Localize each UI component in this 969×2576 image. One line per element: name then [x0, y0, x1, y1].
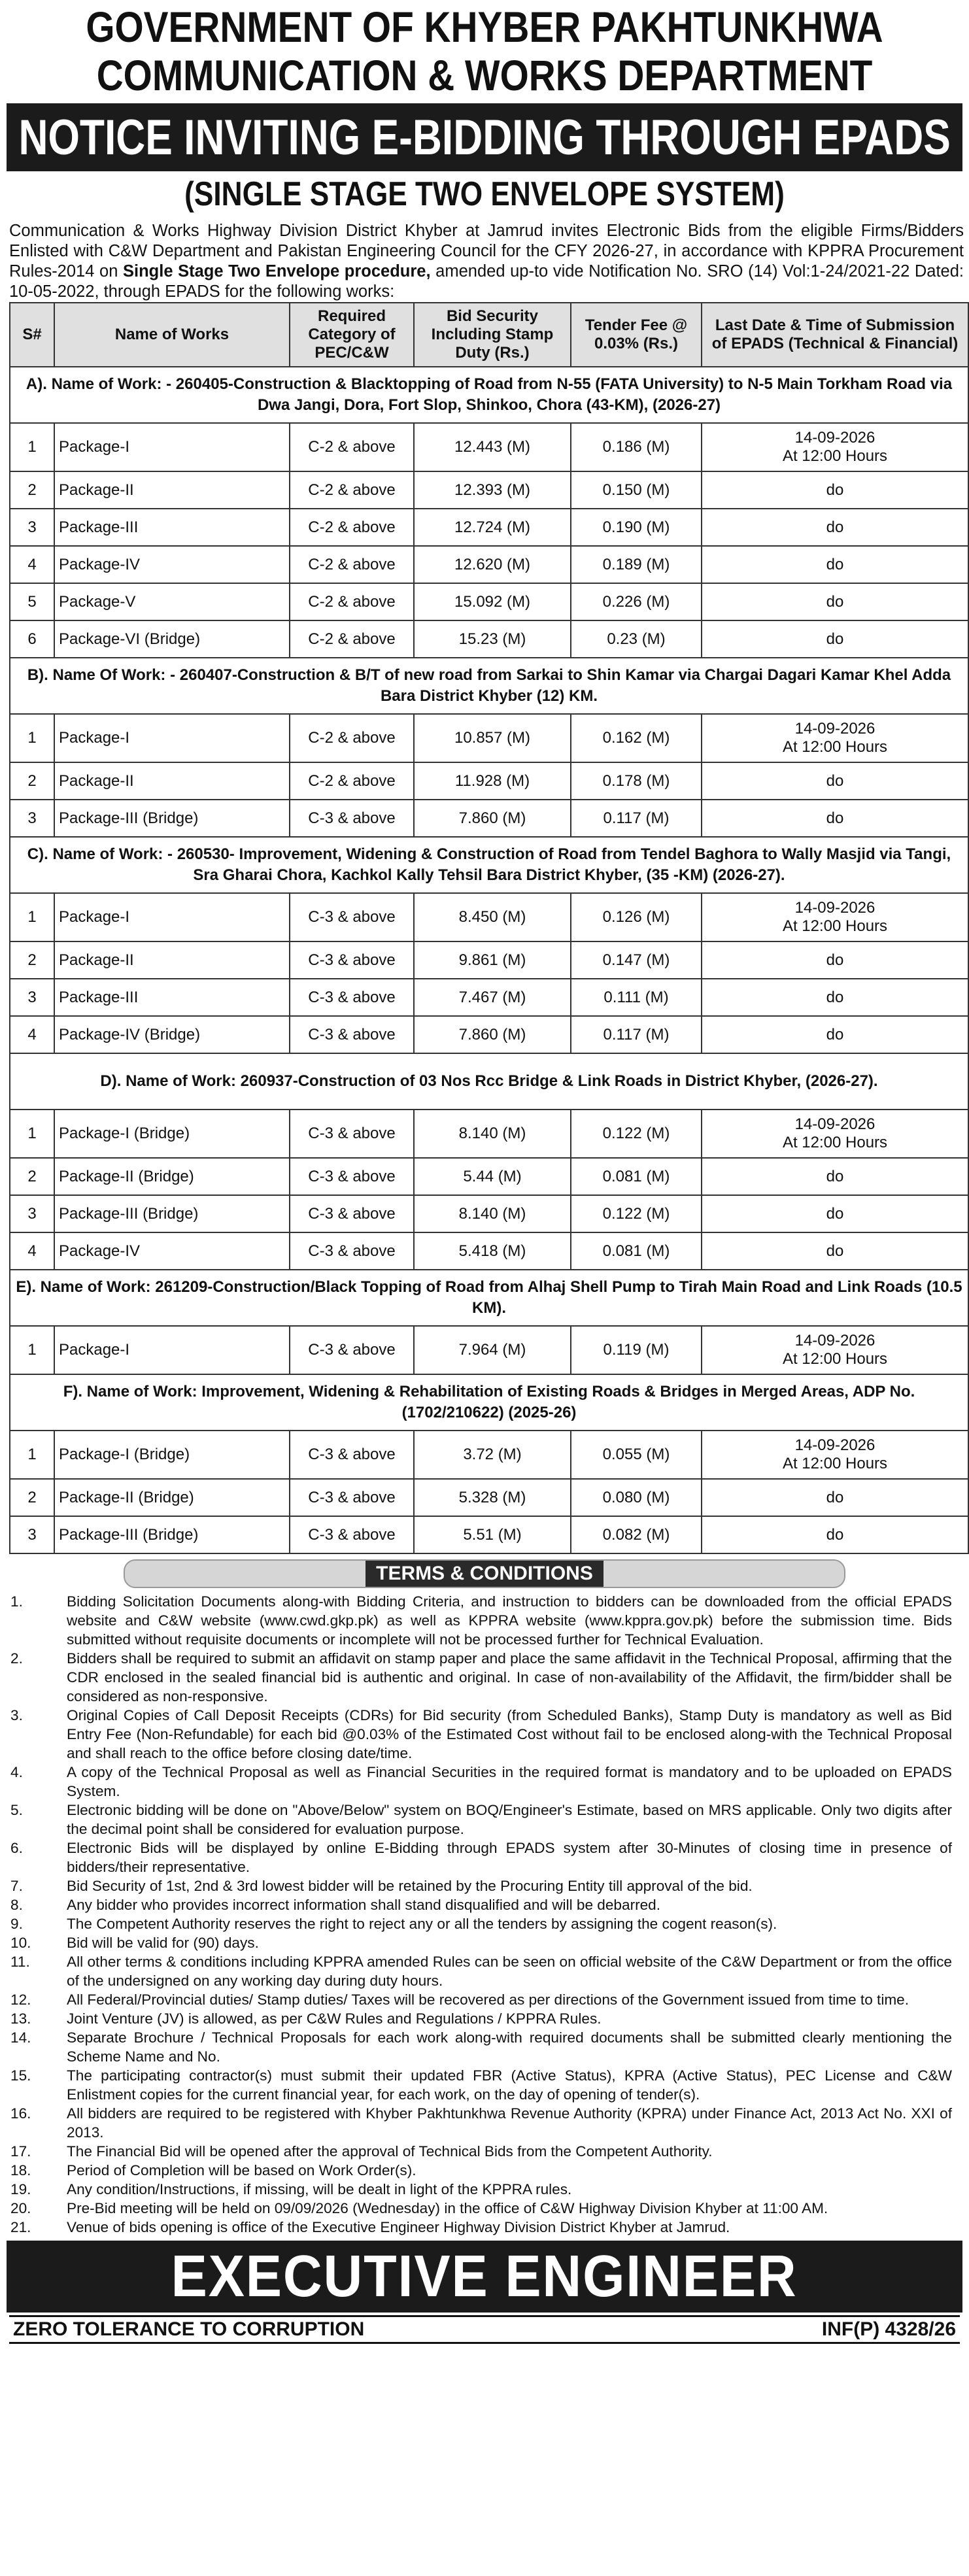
cell-last-date: [702, 762, 968, 800]
cell-name: Package-III (Bridge): [54, 800, 290, 837]
cell-category: C-3 & above: [290, 941, 414, 979]
cell-tender-fee: 0.081 (M): [571, 1232, 702, 1270]
header-category: Required Category of PEC/C&W: [290, 303, 414, 367]
term-item: [4, 2066, 952, 2104]
last-date: do: [826, 555, 844, 573]
section-row: [10, 367, 968, 423]
term-item: [4, 1706, 952, 1763]
cell-bid-security: 5.44 (M): [414, 1158, 571, 1195]
section-row: [10, 1270, 968, 1326]
cell-sno: 3: [10, 800, 54, 837]
cell-tender-fee: 0.226 (M): [571, 583, 702, 620]
term-item: [4, 1592, 952, 1649]
term-item: [4, 1895, 952, 1914]
signature-banner: [7, 2241, 962, 2313]
term-text: The participating contractor(s) must submit their updated FBR (Active Status), KPRA (Active Status), PEC License and C&W Enlistment copies for the current financial year, for each work, on the day of opening of tender(s).: [67, 2067, 952, 2103]
cell-category: C-2 & above: [290, 546, 414, 583]
cell-sno: 2: [10, 471, 54, 509]
terms-heading: TERMS & CONDITIONS: [366, 1561, 604, 1587]
cell-tender-fee: 0.23 (M): [571, 620, 702, 658]
last-date: do: [826, 1488, 844, 1506]
term-text: Bidding Solicitation Documents along-with Bidding Criteria, and instruction to bidders can be downloaded from the official EPADS website and C&W website (www.cwd.gkp.pk) as well as KPPRA website (www.kppra.gov.pk) before the submission time. Bids submitted without requisite documents or incomplete will not be processed further for Technical Evaluation.: [67, 1593, 952, 1648]
cell-category: C-2 & above: [290, 714, 414, 762]
cell-category: C-2 & above: [290, 471, 414, 509]
term-item: [4, 2180, 952, 2199]
cell-bid-security: 15.092 (M): [414, 583, 571, 620]
term-number: 14.: [10, 2029, 31, 2046]
cell-tender-fee: 0.147 (M): [571, 941, 702, 979]
last-date: 14-09-2026: [794, 720, 876, 737]
term-number: 21.: [10, 2219, 31, 2235]
cell-bid-security: 3.72 (M): [414, 1431, 571, 1479]
term-text: Period of Completion will be based on Work Order(s).: [67, 2162, 416, 2178]
last-time: At 12:00 Hours: [782, 1455, 888, 1472]
cell-name: Package-III: [54, 509, 290, 546]
table-row: [10, 1232, 968, 1270]
works-table-body: [10, 367, 968, 1553]
cell-category: C-3 & above: [290, 1158, 414, 1195]
term-text: Any bidder who provides incorrect information shall stand disqualified and will be debarred.: [67, 1897, 661, 1913]
cell-last-date: [702, 471, 968, 509]
cell-category: C-3 & above: [290, 1516, 414, 1553]
term-item: [4, 1839, 952, 1876]
cell-tender-fee: 0.119 (M): [571, 1326, 702, 1374]
cell-name: Package-II (Bridge): [54, 1479, 290, 1516]
terms-list: [4, 1592, 965, 2237]
cell-name: Package-II: [54, 762, 290, 800]
term-number: 20.: [10, 2200, 31, 2216]
cell-sno: 3: [10, 1195, 54, 1232]
last-date: do: [826, 1167, 844, 1185]
cell-name: Package-V: [54, 583, 290, 620]
term-number: 6.: [10, 1840, 23, 1856]
cell-last-date: [702, 1232, 968, 1270]
term-item: [4, 2142, 952, 2161]
term-text: A copy of the Technical Proposal as well as Financial Securities in the required format is mandatory and to be uploaded on EPADS System.: [67, 1764, 952, 1799]
section-title: F). Name of Work: Improvement, Widening & Rehabilitation of Existing Roads & Bridges in Merged Areas, ADP No. (1702/210622) (2025-26): [10, 1374, 968, 1431]
cell-bid-security: 7.964 (M): [414, 1326, 571, 1374]
cell-sno: 5: [10, 583, 54, 620]
last-date: do: [826, 592, 844, 611]
cell-last-date: [702, 509, 968, 546]
cell-tender-fee: 0.122 (M): [571, 1110, 702, 1158]
cell-last-date: [702, 1195, 968, 1232]
cell-category: C-3 & above: [290, 1232, 414, 1270]
last-date: do: [826, 518, 844, 536]
term-number: 9.: [10, 1916, 23, 1932]
cell-last-date: [702, 1479, 968, 1516]
term-item: [4, 1801, 952, 1839]
cell-bid-security: 7.467 (M): [414, 979, 571, 1016]
slogan: ZERO TOLERANCE TO CORRUPTION: [13, 2318, 365, 2340]
cell-sno: 1: [10, 1326, 54, 1374]
term-number: 18.: [10, 2162, 31, 2178]
cell-last-date: [702, 1326, 968, 1374]
term-number: 13.: [10, 2010, 31, 2027]
last-date: 14-09-2026: [794, 1332, 876, 1349]
term-item: [4, 2161, 952, 2180]
cell-bid-security: 8.140 (M): [414, 1195, 571, 1232]
last-date: do: [826, 771, 844, 790]
header-sno: S#: [10, 303, 54, 367]
section-title: D). Name of Work: 260937-Construction of 03 Nos Rcc Bridge & Link Roads in District Khyber, (2026-27).: [10, 1053, 968, 1110]
cell-sno: 3: [10, 509, 54, 546]
cell-category: C-3 & above: [290, 893, 414, 941]
cell-name: Package-I: [54, 1326, 290, 1374]
cell-name: Package-III: [54, 979, 290, 1016]
cell-name: Package-IV: [54, 1232, 290, 1270]
term-item: [4, 2009, 952, 2028]
table-row: [10, 509, 968, 546]
cell-last-date: [702, 1516, 968, 1553]
cell-bid-security: 9.861 (M): [414, 941, 571, 979]
term-number: 12.: [10, 1991, 31, 2008]
last-time: At 12:00 Hours: [782, 738, 888, 756]
table-row: [10, 800, 968, 837]
intro-bold: Single Stage Two Envelope procedure,: [122, 262, 431, 280]
section-row: [10, 1053, 968, 1110]
last-date: do: [826, 809, 844, 827]
cell-last-date: [702, 800, 968, 837]
cell-bid-security: 8.450 (M): [414, 893, 571, 941]
cell-tender-fee: 0.126 (M): [571, 893, 702, 941]
section-title: E). Name of Work: 261209-Construction/Black Topping of Road from Alhaj Shell Pump to Tirah Main Road and Link Roads (10.5 KM).: [10, 1270, 968, 1326]
section-row: [10, 837, 968, 893]
table-header-row: [10, 303, 968, 367]
cell-tender-fee: 0.117 (M): [571, 800, 702, 837]
term-item: [4, 1763, 952, 1801]
cell-name: Package-III (Bridge): [54, 1516, 290, 1553]
term-item: [4, 2218, 952, 2237]
cell-name: Package-IV (Bridge): [54, 1016, 290, 1053]
cell-tender-fee: 0.189 (M): [571, 546, 702, 583]
cell-sno: 2: [10, 762, 54, 800]
cell-tender-fee: 0.162 (M): [571, 714, 702, 762]
header-tender-fee: Tender Fee @ 0.03% (Rs.): [571, 303, 702, 367]
term-text: Electronic bidding will be done on "Above/Below" system on BOQ/Engineer's Estimate, based on MRS applicable. Only two digits after the decimal point shall be considered for evaluation purpose.: [67, 1802, 952, 1837]
cell-name: Package-VI (Bridge): [54, 620, 290, 658]
last-date: do: [826, 951, 844, 969]
cell-bid-security: 5.328 (M): [414, 1479, 571, 1516]
cell-sno: 4: [10, 1232, 54, 1270]
table-row: [10, 620, 968, 658]
cell-name: Package-II (Bridge): [54, 1158, 290, 1195]
last-date: do: [826, 1525, 844, 1544]
cell-sno: 6: [10, 620, 54, 658]
notice-title: NOTICE INVITING E-BIDDING THROUGH EPADS: [18, 109, 951, 165]
cell-last-date: [702, 423, 968, 471]
cell-name: Package-I (Bridge): [54, 1431, 290, 1479]
last-date: do: [826, 630, 844, 648]
cell-sno: 4: [10, 546, 54, 583]
term-number: 2.: [10, 1650, 23, 1667]
table-row: [10, 546, 968, 583]
table-row: [10, 423, 968, 471]
cell-category: C-3 & above: [290, 800, 414, 837]
department-title: COMMUNICATION & WORKS DEPARTMENT: [96, 51, 873, 99]
last-date: do: [826, 1242, 844, 1260]
table-row: [10, 1110, 968, 1158]
term-text: Pre-Bid meeting will be held on 09/09/2026 (Wednesday) in the office of C&W Highway Division Khyber at 11:00 AM.: [67, 2200, 828, 2216]
last-time: At 12:00 Hours: [782, 1350, 888, 1368]
intro-text-1: Communication & Works Highway Division District Khyber at Jamrud invites Electronic Bids from the eligible Firms/Bidders Enlisted with C&W Department and Pakistan Engineering Council for the CFY 2026-27, in accordance with KPPRA Procurement Rules-2014 on: [9, 222, 964, 280]
table-row: [10, 893, 968, 941]
term-text: Original Copies of Call Deposit Receipts (CDRs) for Bid security (from Scheduled Banks), Stamp Duty is mandatory as well as Bid Entry Fee (Non-Refundable) for each bid @0.03% of the Estimated Cost without fail to be enclosed along-with the Technical Proposal and shall reach to the office before closing date/time.: [67, 1707, 952, 1761]
term-text: Separate Brochure / Technical Proposals for each work along-with required documents shall be submitted clearly mentioning the Scheme Name and No.: [67, 2029, 952, 2065]
cell-sno: 1: [10, 423, 54, 471]
last-date: 14-09-2026: [794, 429, 876, 447]
term-item: [4, 1933, 952, 1952]
cell-tender-fee: 0.178 (M): [571, 762, 702, 800]
system-subtitle: (SINGLE STAGE TWO ENVELOPE SYSTEM): [184, 175, 785, 213]
intro-text-2: amended up-to vide Notification No. SRO (14) Vol:1-24/2021-22 Dated: 10-05-2022, through EPADS for the following works:: [9, 262, 964, 301]
notice-banner: [7, 103, 962, 171]
last-date: do: [826, 1025, 844, 1043]
cell-sno: 2: [10, 941, 54, 979]
footer-bar: [9, 2315, 960, 2344]
cell-tender-fee: 0.111 (M): [571, 979, 702, 1016]
cell-sno: 1: [10, 1110, 54, 1158]
cell-name: Package-I: [54, 714, 290, 762]
table-row: [10, 1195, 968, 1232]
cell-category: C-2 & above: [290, 583, 414, 620]
table-row: [10, 762, 968, 800]
term-number: 1.: [10, 1593, 23, 1610]
last-date: do: [826, 481, 844, 499]
last-date: 14-09-2026: [794, 899, 876, 917]
last-time: At 12:00 Hours: [782, 1134, 888, 1151]
intro-paragraph: [9, 221, 964, 302]
table-row: [10, 471, 968, 509]
section-title: A). Name of Work: - 260405-Construction & Blacktopping of Road from N-55 (FATA University) to N-5 Main Torkham Road via Dwa Jangi, Dora, Fort Slop, Shinkoo, Chora (43-KM), (2026-27): [10, 367, 968, 423]
term-item: [4, 2199, 952, 2218]
cell-name: Package-II: [54, 471, 290, 509]
term-number: 10.: [10, 1935, 31, 1951]
header-name: Name of Works: [54, 303, 290, 367]
table-row: [10, 1431, 968, 1479]
cell-bid-security: 12.620 (M): [414, 546, 571, 583]
cell-category: C-3 & above: [290, 1016, 414, 1053]
table-row: [10, 1479, 968, 1516]
last-date: 14-09-2026: [794, 1436, 876, 1454]
cell-last-date: [702, 893, 968, 941]
cell-sno: 3: [10, 1516, 54, 1553]
cell-sno: 1: [10, 893, 54, 941]
cell-name: Package-I: [54, 423, 290, 471]
last-date: do: [826, 988, 844, 1006]
cell-last-date: [702, 1158, 968, 1195]
last-date: do: [826, 1204, 844, 1223]
term-item: [4, 2104, 952, 2142]
cell-tender-fee: 0.082 (M): [571, 1516, 702, 1553]
header-bid-security: Bid Security Including Stamp Duty (Rs.): [414, 303, 571, 367]
cell-bid-security: 15.23 (M): [414, 620, 571, 658]
term-item: [4, 2028, 952, 2066]
cell-bid-security: 7.860 (M): [414, 800, 571, 837]
reference-number: INF(P) 4328/26: [821, 2318, 956, 2340]
cell-bid-security: 5.418 (M): [414, 1232, 571, 1270]
cell-bid-security: 8.140 (M): [414, 1110, 571, 1158]
cell-last-date: [702, 1110, 968, 1158]
term-number: 3.: [10, 1707, 23, 1723]
cell-name: Package-II: [54, 941, 290, 979]
term-text: Bid will be valid for (90) days.: [67, 1935, 259, 1951]
cell-last-date: [702, 620, 968, 658]
cell-sno: 3: [10, 979, 54, 1016]
last-date: 14-09-2026: [794, 1115, 876, 1133]
last-time: At 12:00 Hours: [782, 447, 888, 465]
cell-sno: 2: [10, 1479, 54, 1516]
cell-tender-fee: 0.055 (M): [571, 1431, 702, 1479]
term-text: The Competent Authority reserves the right to reject any or all the tenders by assigning the cogent reason(s).: [67, 1916, 777, 1932]
cell-bid-security: 5.51 (M): [414, 1516, 571, 1553]
cell-bid-security: 10.857 (M): [414, 714, 571, 762]
table-row: [10, 941, 968, 979]
term-item: [4, 1649, 952, 1706]
government-title: GOVERNMENT OF KHYBER PAKHTUNKHWA: [86, 3, 883, 51]
cell-sno: 2: [10, 1158, 54, 1195]
cell-sno: 1: [10, 1431, 54, 1479]
cell-sno: 1: [10, 714, 54, 762]
term-number: 11.: [10, 1954, 30, 1970]
term-text: All Federal/Provincial duties/ Stamp duties/ Taxes will be recovered as per directions of the Government issued from time to time.: [67, 1991, 909, 2008]
term-number: 5.: [10, 1802, 23, 1818]
term-text: All bidders are required to be registered with Khyber Pakhtunkhwa Revenue Authority (KPRA) under Finance Act, 2013 Act No. XXI of 2013.: [67, 2105, 952, 2141]
cell-last-date: [702, 1431, 968, 1479]
table-row: [10, 1326, 968, 1374]
cell-tender-fee: 0.150 (M): [571, 471, 702, 509]
cell-sno: 4: [10, 1016, 54, 1053]
section-row: [10, 658, 968, 714]
term-number: 17.: [10, 2143, 31, 2160]
cell-category: C-3 & above: [290, 1326, 414, 1374]
term-text: Bidders shall be required to submit an affidavit on stamp paper and place the same affidavit in the Technical Proposal, affirming that the CDR enclosed in the sealed financial bid is authentic and original. In case of non-availability of the Affidavit, the firm/bidder shall be considered as non-responsive.: [67, 1650, 952, 1704]
term-number: 7.: [10, 1878, 23, 1894]
term-text: Bid Security of 1st, 2nd & 3rd lowest bidder will be retained by the Procuring Entity till approval of the bid.: [67, 1878, 753, 1894]
cell-category: C-3 & above: [290, 979, 414, 1016]
term-number: 15.: [10, 2067, 31, 2084]
cell-name: Package-III (Bridge): [54, 1195, 290, 1232]
cell-bid-security: 7.860 (M): [414, 1016, 571, 1053]
cell-last-date: [702, 941, 968, 979]
header-last-date: Last Date & Time of Submission of EPADS (Technical & Financial): [702, 303, 968, 367]
cell-tender-fee: 0.081 (M): [571, 1158, 702, 1195]
table-row: [10, 583, 968, 620]
cell-last-date: [702, 583, 968, 620]
table-row: [10, 1158, 968, 1195]
cell-tender-fee: 0.117 (M): [571, 1016, 702, 1053]
cell-category: C-3 & above: [290, 1479, 414, 1516]
cell-category: C-3 & above: [290, 1431, 414, 1479]
term-item: [4, 1914, 952, 1933]
term-text: Joint Venture (JV) is allowed, as per C&W Rules and Regulations / KPPRA Rules.: [67, 2010, 602, 2027]
term-number: 16.: [10, 2105, 31, 2122]
term-item: [4, 1952, 952, 1990]
terms-heading-bar: [124, 1559, 845, 1588]
works-table: [9, 302, 969, 1554]
term-text: The Financial Bid will be opened after the approval of Technical Bids from the Competent Authority.: [67, 2143, 713, 2160]
cell-last-date: [702, 546, 968, 583]
cell-bid-security: 11.928 (M): [414, 762, 571, 800]
cell-name: Package-IV: [54, 546, 290, 583]
table-row: [10, 1516, 968, 1553]
term-number: 4.: [10, 1764, 23, 1780]
cell-last-date: [702, 1016, 968, 1053]
term-item: [4, 1990, 952, 2009]
term-number: 8.: [10, 1897, 23, 1913]
signature-title: EXECUTIVE ENGINEER: [171, 2243, 798, 2309]
table-row: [10, 1016, 968, 1053]
cell-name: Package-I: [54, 893, 290, 941]
term-text: All other terms & conditions including KPPRA amended Rules can be seen on official website of the C&W Department or from the office of the undersigned on any working day during duty hours.: [67, 1954, 952, 1989]
cell-category: C-3 & above: [290, 1195, 414, 1232]
cell-bid-security: 12.724 (M): [414, 509, 571, 546]
cell-category: C-2 & above: [290, 423, 414, 471]
section-title: B). Name Of Work: - 260407-Construction & B/T of new road from Sarkai to Shin Kamar via Chargai Dagari Kamar Khel Adda Bara District Khyber (12) KM.: [10, 658, 968, 714]
cell-category: C-2 & above: [290, 620, 414, 658]
term-text: Venue of bids opening is office of the Executive Engineer Highway Division District Khyber at Jamrud.: [67, 2219, 730, 2235]
cell-category: C-2 & above: [290, 509, 414, 546]
cell-tender-fee: 0.080 (M): [571, 1479, 702, 1516]
term-text: Any condition/Instructions, if missing, will be dealt in light of the KPPRA rules.: [67, 2181, 572, 2197]
cell-bid-security: 12.443 (M): [414, 423, 571, 471]
cell-name: Package-I (Bridge): [54, 1110, 290, 1158]
cell-tender-fee: 0.122 (M): [571, 1195, 702, 1232]
term-number: 19.: [10, 2181, 31, 2197]
table-row: [10, 979, 968, 1016]
cell-tender-fee: 0.190 (M): [571, 509, 702, 546]
cell-bid-security: 12.393 (M): [414, 471, 571, 509]
term-text: Electronic Bids will be displayed by online E-Bidding through EPADS system after 30-Minutes of closing time in presence of bidders/their representative.: [67, 1840, 952, 1875]
cell-last-date: [702, 979, 968, 1016]
cell-tender-fee: 0.186 (M): [571, 423, 702, 471]
term-item: [4, 1876, 952, 1895]
cell-last-date: [702, 714, 968, 762]
section-row: [10, 1374, 968, 1431]
section-title: C). Name of Work: - 260530- Improvement, Widening & Construction of Road from Tendel Baghora to Wally Masjid via Tangi, Sra Gharai Chora, Kachkol Kally Tehsil Bara District Khyber, (35 -KM) (2026-27).: [10, 837, 968, 893]
cell-category: C-2 & above: [290, 762, 414, 800]
cell-category: C-3 & above: [290, 1110, 414, 1158]
table-row: [10, 714, 968, 762]
last-time: At 12:00 Hours: [782, 917, 888, 935]
